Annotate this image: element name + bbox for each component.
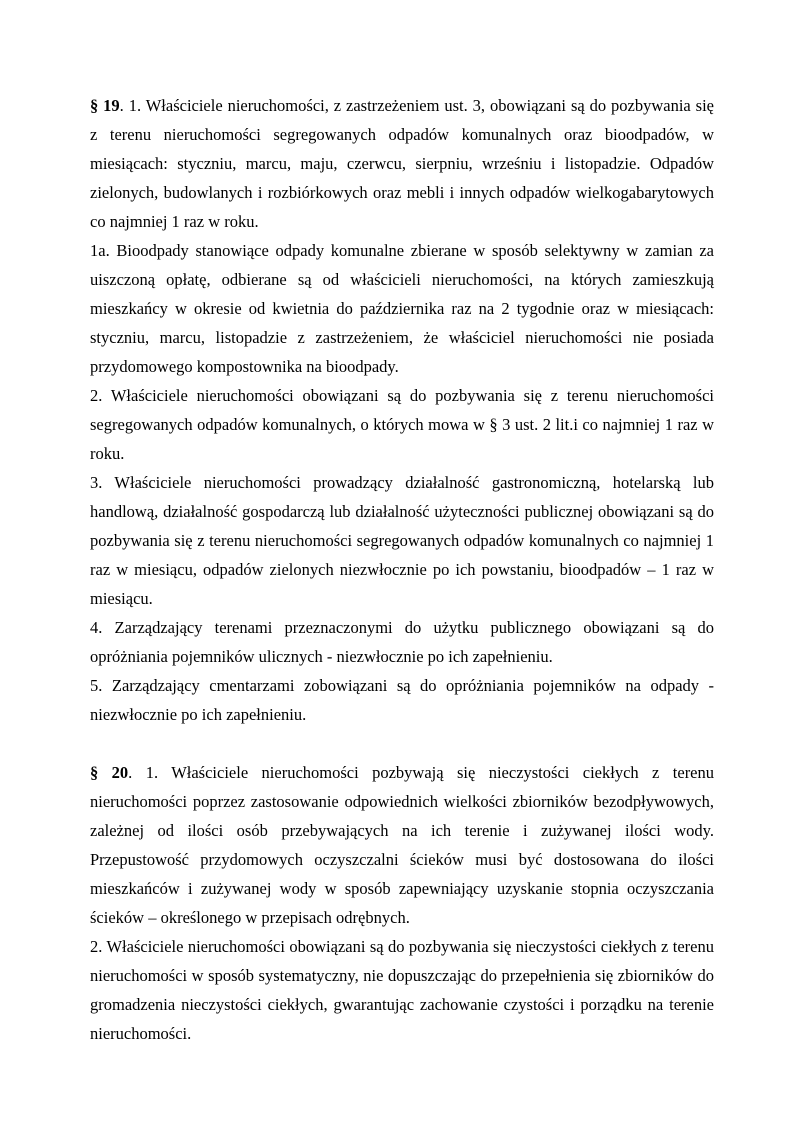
section-19 [90, 91, 714, 729]
paragraph-20-2: 2. Właściciele nieruchomości obowiązani są do pozbywania się nieczystości ciekłych z terenu nieruchomości w sposób systematyczny, nie dopuszczając do przepełnienia się zbiorników do gromadzenia nieczystości ciekłych, gwarantując zachowanie czystości i porządku na terenie nieruchomości. [90, 937, 714, 1043]
paragraph-19-2: 2. Właściciele nieruchomości obowiązani są do pozbywania się z terenu nieruchomości segregowanych odpadów komunalnych, o których mowa w § 3 ust. 2 lit.i co najmniej 1 raz w roku. [90, 386, 714, 463]
paragraph-20-intro [90, 758, 714, 932]
section-20 [90, 758, 714, 1048]
section-20-number: § 20 [90, 763, 129, 782]
paragraph-19-1a: 1a. Bioodpady stanowiące odpady komunalne zbierane w sposób selektywny w zamian za uiszczoną opłatę, odbierane są od właścicieli nieruchomości, na których zamieszkują mieszkańcy w okresie od kwietnia do października raz na 2 tygodnie oraz w miesiącach: styczniu, marcu, listopadzie z zastrzeżeniem, że właściciel nieruchomości nie posiada przydomowego kompostownika na bioodpady. [90, 241, 714, 376]
paragraph-19-intro [90, 91, 714, 236]
paragraph-20-intro-text: . 1. Właściciele nieruchomości pozbywają się nieczystości ciekłych z terenu nieruchomości poprzez zastosowanie odpowiednich wielkości zbiorników bezodpływowych, zależnej od ilości osób przebywających na ich terenie i zużywanej ilości wody. Przepustowość przydomowych oczyszczalni ścieków musi być dostosowana do ilości mieszkańców i zużywanej wody w sposób zapewniający uzyskanie stopnia oczyszczania ścieków – określonego w przepisach odrębnych. [90, 763, 715, 927]
paragraph-19-4: 4. Zarządzający terenami przeznaczonymi do użytku publicznego obowiązani są do opróżniania pojemników ulicznych - niezwłocznie po ich zapełnieniu. [90, 618, 714, 666]
paragraph-19-3: 3. Właściciele nieruchomości prowadzący działalność gastronomiczną, hotelarską lub handlową, działalność gospodarczą lub działalność użyteczności publicznej obowiązani są do pozbywania się z terenu nieruchomości segregowanych odpadów komunalnych co najmniej 1 raz w miesiącu, odpadów zielonych niezwłocznie po ich powstaniu, bioodpadów – 1 raz w miesiącu. [90, 473, 714, 608]
paragraph-19-intro-text: . 1. Właściciele nieruchomości, z zastrzeżeniem ust. 3, obowiązani są do pozbywania się z terenu nieruchomości segregowanych odpadów komunalnych oraz bioodpadów, w miesiącach: styczniu, marcu, maju, czerwcu, sierpniu, wrześniu i listopadzie. Odpadów zielonych, budowlanych i rozbiórkowych oraz mebli i innych odpadów wielkogabarytowych co najmniej 1 raz w roku. [90, 96, 714, 231]
section-19-number: § 19 [90, 96, 120, 115]
paragraph-19-5: 5. Zarządzający cmentarzami zobowiązani są do opróżniania pojemników na odpady - niezwłocznie po ich zapełnieniu. [90, 676, 714, 724]
